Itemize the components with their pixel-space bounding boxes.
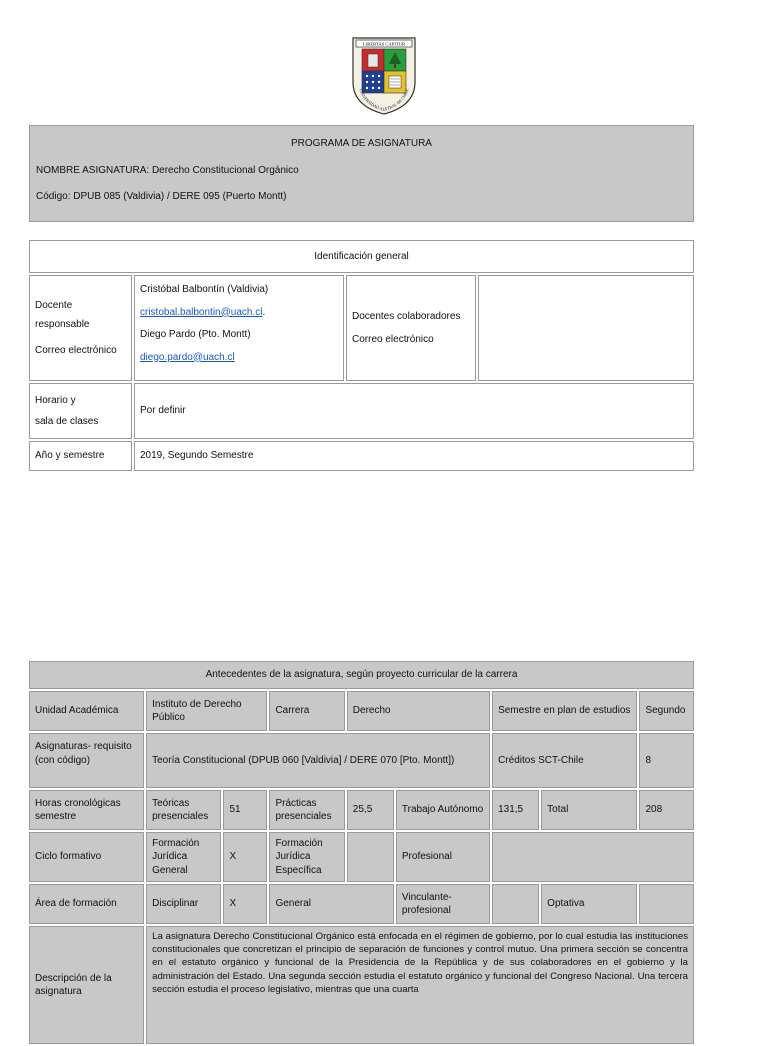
trabajo-label: Trabajo Autónomo: [396, 790, 490, 830]
teoricas-label: Teóricas presenciales: [146, 790, 221, 830]
svg-text:UNIVERSIDAD AUSTRAL DE CHILE: UNIVERSIDAD AUSTRAL DE CHILE: [358, 87, 410, 113]
practicas-label: Prácticas presenciales: [269, 790, 344, 830]
unidad-label: Unidad Académica: [29, 691, 144, 731]
total-label: Total: [541, 790, 637, 830]
descripcion-value: La asignatura Derecho Constitucional Orgánico está enfocada en el régimen de gobierno, por lo cual estudia las instituciones constitucionales que concretizan el principio de separación de funciones y control mutuo. Una primera sección se concentra en el estatuto orgánico y funcional de la Presidencia de la República y de sus colaboradores en el gobierno y la administración del Estado. Una segunda sección estudia el estatuto orgánico y funcional del Congreso Nacional. Una tercera sección estudia el proceso legislativo, mientras que una cuarta: [146, 926, 694, 1044]
creditos-value: 8: [639, 733, 694, 788]
fjg-value: X: [223, 832, 267, 882]
correo-label: Correo electrónico: [35, 344, 117, 356]
course-code: Código: DPUB 085 (Valdivia) / DERE 095 (Puerto Montt): [36, 191, 287, 202]
descripcion-label: Descripción de la asignatura: [29, 926, 144, 1044]
unidad-value: Instituto de Derecho Público: [146, 691, 267, 731]
course-background-table: [27, 659, 696, 1046]
ciclo-label: Ciclo formativo: [29, 832, 144, 882]
trabajo-value: 131,5: [492, 790, 539, 830]
profesional-label: Profesional: [396, 832, 490, 882]
program-header-table: [27, 123, 696, 224]
area-label: Área de formación: [29, 884, 144, 924]
horario-label-2: sala de clases: [35, 416, 99, 427]
vinculante-value: [492, 884, 539, 924]
disciplinar-value: X: [223, 884, 267, 924]
docente-label-1: Docente: [35, 299, 73, 311]
disciplinar-label: Disciplinar: [146, 884, 221, 924]
general-identification-table: [27, 238, 696, 473]
email-link-1[interactable]: cristobal.balbontin@uach.cl: [140, 306, 263, 318]
fjg-label: Formación Jurídica General: [146, 832, 221, 882]
optativa-value: [639, 884, 694, 924]
requisito-value: Teoría Constitucional (DPUB 060 [Valdivia] / DERE 070 [Pto. Montt]): [146, 733, 490, 788]
colaboradores-label: Docentes colaboradores: [352, 311, 461, 322]
carrera-value: Derecho: [347, 691, 490, 731]
fje-label: Formación Jurídica Específica: [269, 832, 344, 882]
fje-value: [347, 832, 394, 882]
horario-label-cell: [29, 383, 132, 439]
anio-value: 2019, Segundo Semestre: [134, 441, 694, 471]
email-link-2[interactable]: diego.pardo@uach.cl: [140, 351, 235, 363]
colaboradores-label-cell: [346, 275, 476, 381]
university-crest-logo: [349, 34, 419, 116]
profesional-value: [492, 832, 694, 882]
docente-1: Cristóbal Balbontín (Valdivia): [140, 284, 269, 295]
horario-label-1: Horario y: [35, 394, 76, 406]
teoricas-value: 51: [223, 790, 267, 830]
colaboradores-correo-label: Correo electrónico: [352, 333, 434, 345]
program-header-cell: [29, 125, 694, 222]
optativa-label: Optativa: [541, 884, 637, 924]
email-1-suffix: .: [262, 306, 266, 318]
docente-value-cell: [134, 275, 344, 381]
semestre-label: Semestre en plan de estudios: [492, 691, 637, 731]
identification-title: Identificación general: [29, 240, 694, 273]
colaboradores-value-cell: [478, 275, 694, 381]
carrera-label: Carrera: [269, 691, 344, 731]
horario-value: Por definir: [134, 383, 694, 439]
total-value: 208: [639, 790, 694, 830]
requisito-label: Asignaturas- requisito (con código): [29, 733, 144, 788]
anio-label: Año y semestre: [29, 441, 132, 471]
vinculante-label: Vinculante-profesional: [396, 884, 490, 924]
program-title: PROGRAMA DE ASIGNATURA: [291, 138, 432, 149]
docente-2: Diego Pardo (Pto. Montt): [140, 329, 251, 340]
general-label: General: [269, 884, 393, 924]
background-title: Antecedentes de la asignatura, según proyecto curricular de la carrera: [29, 661, 694, 689]
docente-label-2: responsable: [35, 319, 90, 331]
course-name: NOMBRE ASIGNATURA: Derecho Constitucional Orgánico: [36, 164, 299, 176]
docente-label-cell: [29, 275, 132, 381]
svg-text:LIBERTAS CAPITUR: LIBERTAS CAPITUR: [362, 41, 406, 47]
horas-label: Horas cronológicas semestre: [29, 790, 144, 830]
semestre-value: Segundo: [639, 691, 694, 731]
practicas-value: 25,5: [347, 790, 394, 830]
creditos-label: Créditos SCT-Chile: [492, 733, 637, 788]
